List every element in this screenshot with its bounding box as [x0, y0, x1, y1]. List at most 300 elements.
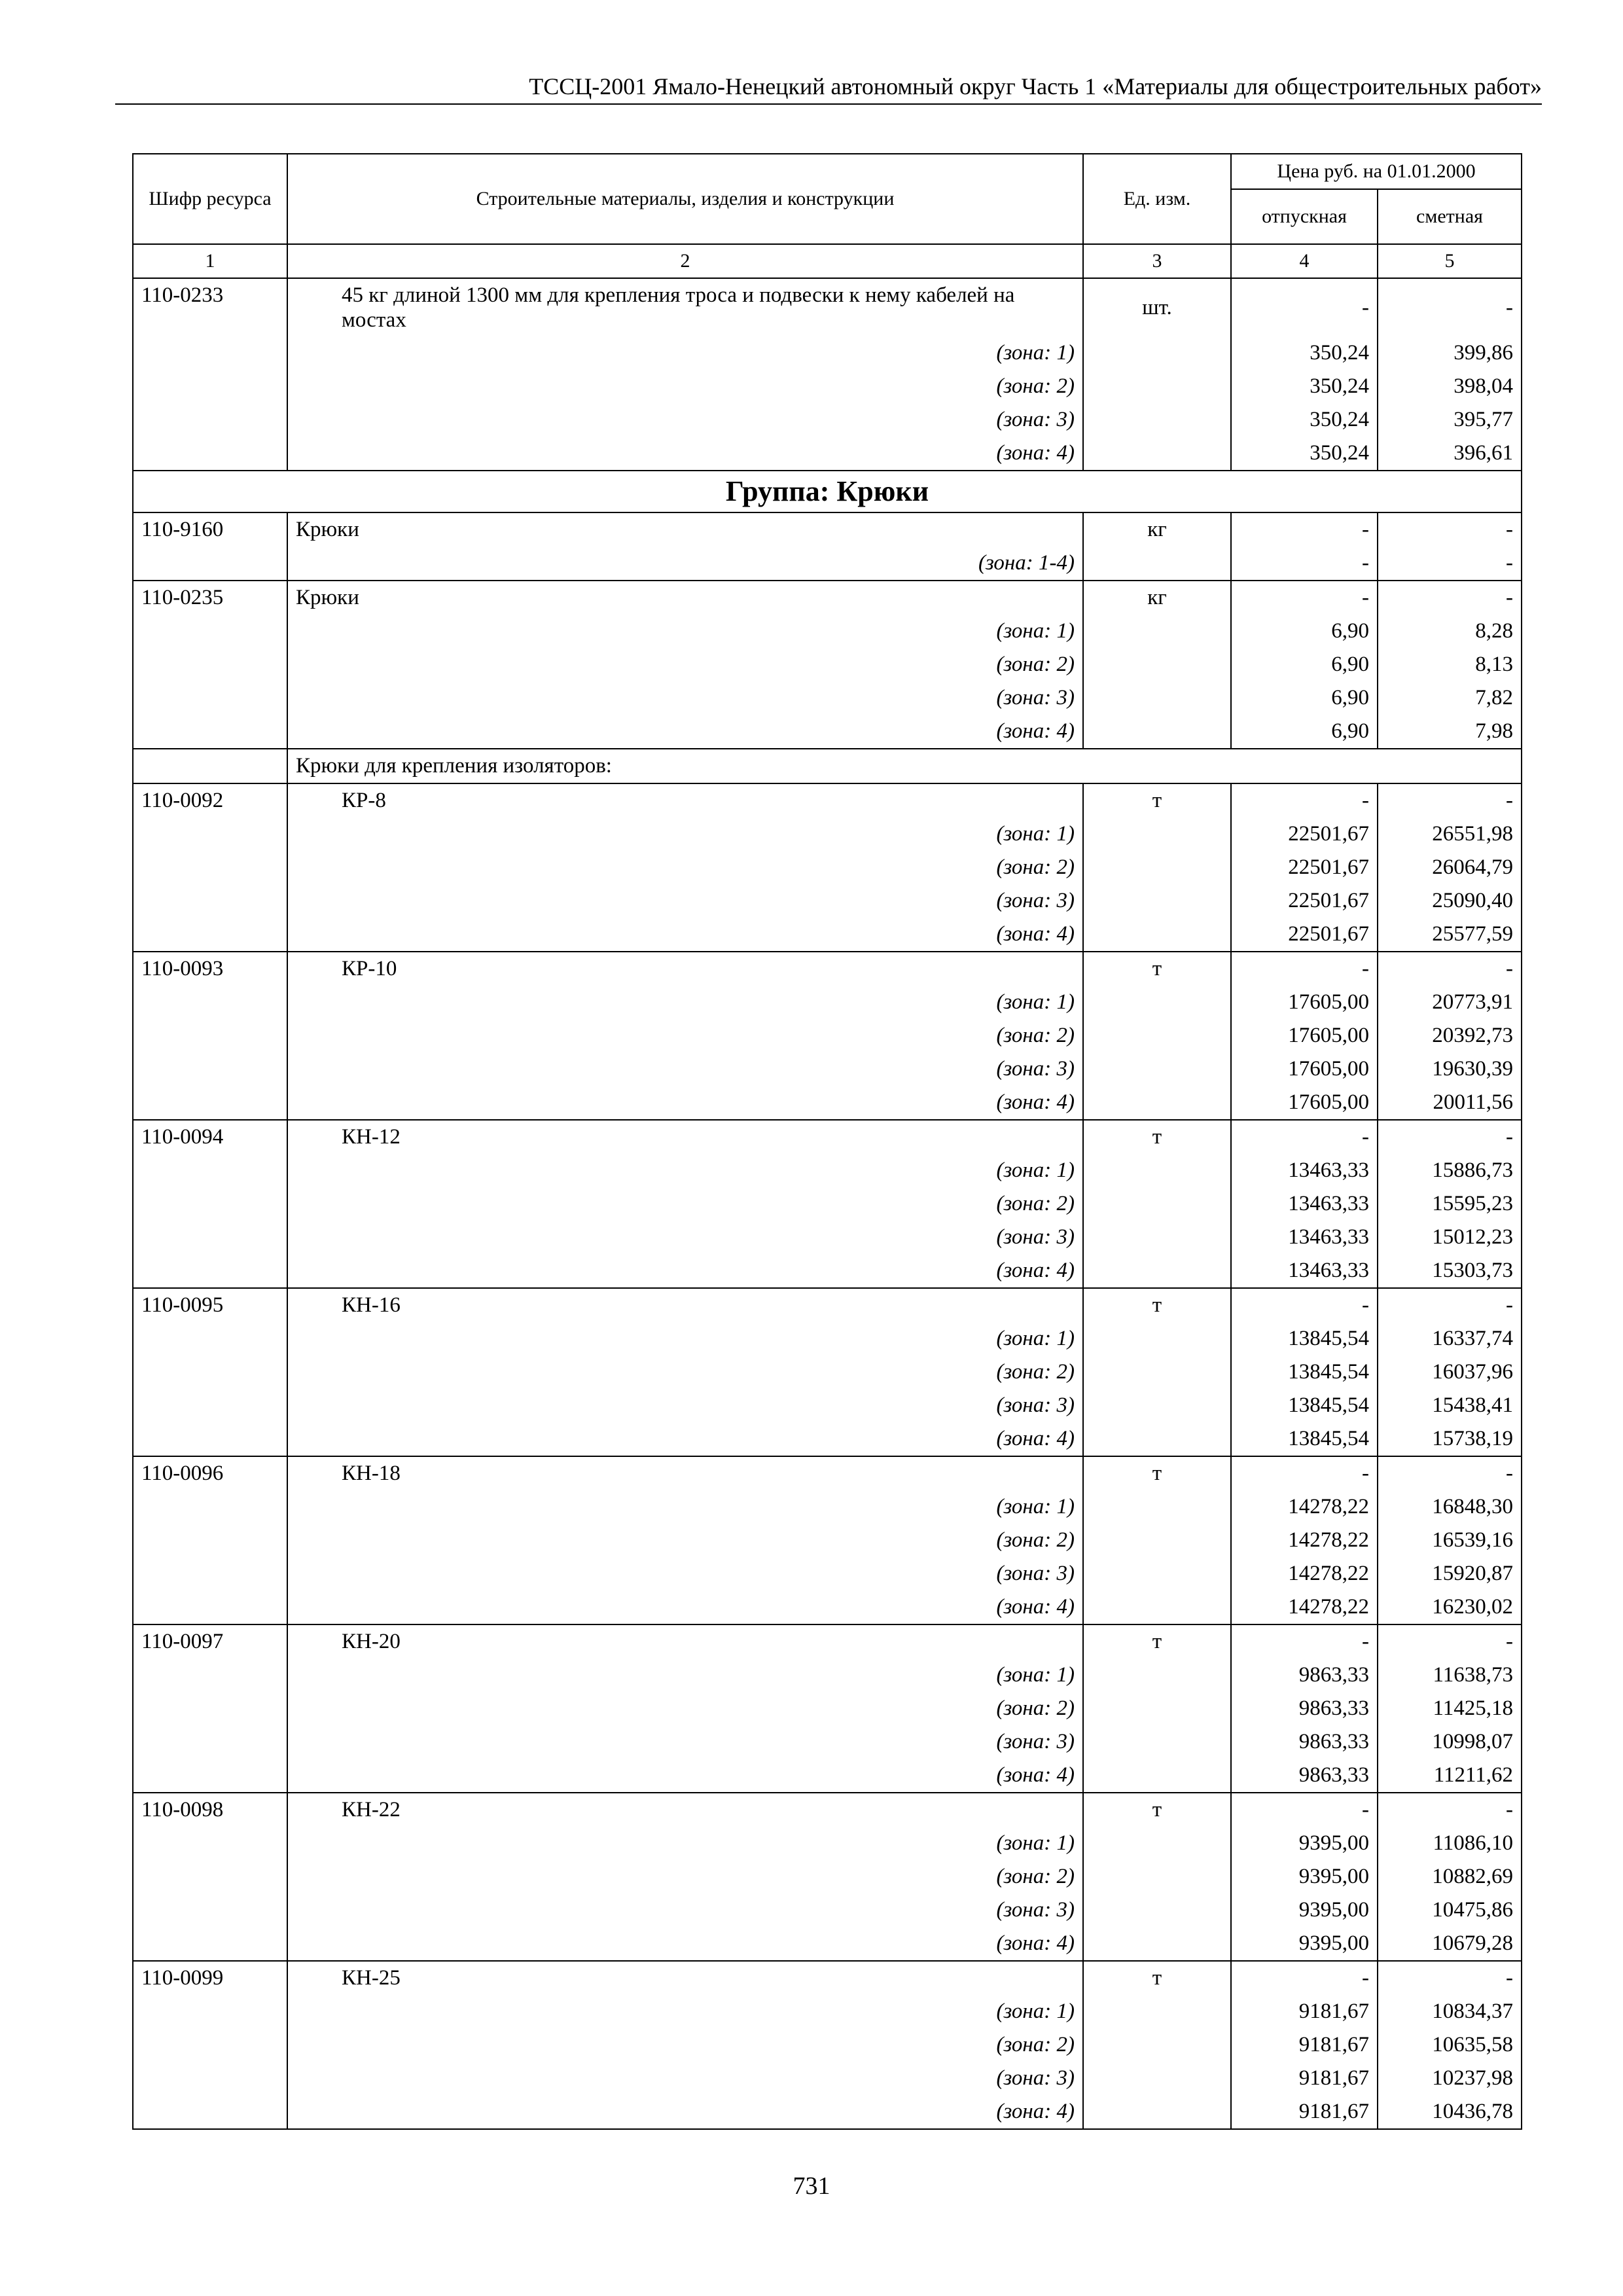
release-price: 14278,22 — [1231, 1524, 1378, 1557]
zone-label: (зона: 1) — [287, 1154, 1083, 1187]
zone-row — [133, 1827, 1522, 1860]
release-price: 14278,22 — [1231, 1490, 1378, 1524]
release-price: 13845,54 — [1231, 1355, 1378, 1389]
resource-code: 110-0094 — [133, 1120, 287, 1154]
zone-row — [133, 370, 1522, 403]
unit-cell — [1083, 1221, 1231, 1254]
resource-code-cell — [133, 715, 287, 749]
resource-code-cell — [133, 1019, 287, 1052]
release-price: 22501,67 — [1231, 851, 1378, 884]
estimate-price: 11211,62 — [1378, 1759, 1522, 1793]
unit-cell — [1083, 884, 1231, 918]
unit-of-measure: шт. — [1083, 278, 1231, 336]
table-row — [133, 783, 1522, 817]
zone-label: (зона: 4) — [287, 2095, 1083, 2129]
zone-label: (зона: 3) — [287, 1557, 1083, 1590]
release-price: 17605,00 — [1231, 1086, 1378, 1120]
resource-code-cell — [133, 918, 287, 952]
unit-of-measure: т — [1083, 783, 1231, 817]
release-price: - — [1231, 1120, 1378, 1154]
column-number: 1 — [133, 244, 287, 278]
release-price: 13845,54 — [1231, 1389, 1378, 1422]
zone-label: (зона: 1) — [287, 986, 1083, 1019]
zone-label: (зона: 3) — [287, 1389, 1083, 1422]
zone-label: (зона: 2) — [287, 1019, 1083, 1052]
estimate-price: - — [1378, 1793, 1522, 1827]
release-price: 350,24 — [1231, 336, 1378, 370]
zone-label: (зона: 2) — [287, 1187, 1083, 1221]
release-price: 17605,00 — [1231, 986, 1378, 1019]
estimate-price: 16230,02 — [1378, 1590, 1522, 1624]
release-price: 9395,00 — [1231, 1860, 1378, 1893]
material-name: КР-10 — [287, 952, 1083, 986]
resource-code-cell — [133, 1154, 287, 1187]
resource-code-cell — [133, 2062, 287, 2095]
unit-of-measure: т — [1083, 1961, 1231, 1995]
estimate-price: 10834,37 — [1378, 1995, 1522, 2028]
material-name: Крюки — [287, 512, 1083, 547]
zone-label: (зона: 3) — [287, 403, 1083, 437]
zone-row — [133, 2028, 1522, 2062]
zone-row — [133, 437, 1522, 471]
unit-of-measure: т — [1083, 1793, 1231, 1827]
resource-code-cell — [133, 1557, 287, 1590]
unit-cell — [1083, 1659, 1231, 1692]
zone-row — [133, 1557, 1522, 1590]
unit-cell — [1083, 2028, 1231, 2062]
resource-code-cell — [133, 884, 287, 918]
zone-row — [133, 681, 1522, 715]
estimate-price: 11086,10 — [1378, 1827, 1522, 1860]
unit-cell — [1083, 1927, 1231, 1961]
column-number: 2 — [287, 244, 1083, 278]
release-price: 13845,54 — [1231, 1422, 1378, 1456]
release-price: - — [1231, 1793, 1378, 1827]
unit-of-measure: т — [1083, 1456, 1231, 1490]
zone-label: (зона: 1) — [287, 615, 1083, 648]
material-name: КН-18 — [287, 1456, 1083, 1490]
unit-cell — [1083, 1422, 1231, 1456]
estimate-price: 399,86 — [1378, 336, 1522, 370]
estimate-price: 16539,16 — [1378, 1524, 1522, 1557]
table-row — [133, 1288, 1522, 1322]
column-header-estimate: сметная — [1378, 189, 1522, 244]
estimate-price: 7,82 — [1378, 681, 1522, 715]
unit-cell — [1083, 1389, 1231, 1422]
release-price: 9863,33 — [1231, 1659, 1378, 1692]
estimate-price: 11638,73 — [1378, 1659, 1522, 1692]
unit-cell — [1083, 1860, 1231, 1893]
unit-cell — [1083, 851, 1231, 884]
resource-code-cell — [133, 1827, 287, 1860]
zone-label: (зона: 2) — [287, 1692, 1083, 1725]
unit-cell — [1083, 681, 1231, 715]
material-name: 45 кг длиной 1300 мм для крепления троса и подвески к нему кабелей на мостах — [287, 278, 1083, 336]
resource-code-cell — [133, 2028, 287, 2062]
zone-label: (зона: 3) — [287, 1052, 1083, 1086]
zone-row — [133, 1860, 1522, 1893]
zone-row — [133, 1086, 1522, 1120]
resource-code-cell — [133, 1692, 287, 1725]
unit-cell — [1083, 1322, 1231, 1355]
zone-label: (зона: 4) — [287, 1927, 1083, 1961]
release-price: 9181,67 — [1231, 2062, 1378, 2095]
material-name: КН-16 — [287, 1288, 1083, 1322]
resource-code: 110-0235 — [133, 581, 287, 615]
zone-row — [133, 1019, 1522, 1052]
resource-code-cell — [133, 851, 287, 884]
resource-code-cell — [133, 1893, 287, 1927]
section-row — [133, 749, 1522, 783]
unit-cell — [1083, 1254, 1231, 1288]
estimate-price: 15738,19 — [1378, 1422, 1522, 1456]
resource-code-cell — [133, 648, 287, 681]
material-name: КН-22 — [287, 1793, 1083, 1827]
unit-cell — [1083, 547, 1231, 581]
resource-code-cell — [133, 437, 287, 471]
estimate-price: 10635,58 — [1378, 2028, 1522, 2062]
zone-label: (зона: 2) — [287, 370, 1083, 403]
release-price: 9395,00 — [1231, 1927, 1378, 1961]
zone-label: (зона: 4) — [287, 1759, 1083, 1793]
section-title: Крюки для крепления изоляторов: — [287, 749, 1522, 783]
zone-row — [133, 1590, 1522, 1624]
release-price: 13845,54 — [1231, 1322, 1378, 1355]
release-price: 13463,33 — [1231, 1254, 1378, 1288]
zone-row — [133, 2095, 1522, 2129]
release-price: 13463,33 — [1231, 1221, 1378, 1254]
unit-cell — [1083, 817, 1231, 851]
estimate-price: 15920,87 — [1378, 1557, 1522, 1590]
resource-code: 110-0098 — [133, 1793, 287, 1827]
zone-row — [133, 1995, 1522, 2028]
resource-code-cell — [133, 681, 287, 715]
zone-row — [133, 1759, 1522, 1793]
unit-cell — [1083, 1490, 1231, 1524]
zone-row — [133, 1659, 1522, 1692]
resource-code: 110-0099 — [133, 1961, 287, 1995]
price-table — [132, 153, 1522, 2130]
zone-label: (зона: 3) — [287, 2062, 1083, 2095]
unit-cell — [1083, 1893, 1231, 1927]
release-price: 9395,00 — [1231, 1893, 1378, 1927]
unit-of-measure: кг — [1083, 581, 1231, 615]
estimate-price: 16848,30 — [1378, 1490, 1522, 1524]
unit-cell — [1083, 1557, 1231, 1590]
zone-row — [133, 1254, 1522, 1288]
release-price: 350,24 — [1231, 370, 1378, 403]
resource-code-cell — [133, 1422, 287, 1456]
estimate-price: - — [1378, 783, 1522, 817]
zone-row — [133, 851, 1522, 884]
release-price: 22501,67 — [1231, 884, 1378, 918]
estimate-price: 15886,73 — [1378, 1154, 1522, 1187]
zone-row — [133, 1490, 1522, 1524]
zone-label: (зона: 1) — [287, 1659, 1083, 1692]
estimate-price: 15595,23 — [1378, 1187, 1522, 1221]
table-row — [133, 1456, 1522, 1490]
zone-row — [133, 615, 1522, 648]
table-row — [133, 1961, 1522, 1995]
estimate-price: - — [1378, 581, 1522, 615]
column-header-code: Шифр ресурса — [133, 154, 287, 244]
unit-cell — [1083, 918, 1231, 952]
zone-row — [133, 1725, 1522, 1759]
resource-code: 110-0095 — [133, 1288, 287, 1322]
material-name: КН-20 — [287, 1624, 1083, 1659]
release-price: - — [1231, 783, 1378, 817]
release-price: 17605,00 — [1231, 1019, 1378, 1052]
estimate-price: 26064,79 — [1378, 851, 1522, 884]
material-name: Крюки — [287, 581, 1083, 615]
estimate-price: - — [1378, 1624, 1522, 1659]
zone-row — [133, 1355, 1522, 1389]
release-price: - — [1231, 581, 1378, 615]
estimate-price: 16037,96 — [1378, 1355, 1522, 1389]
zone-label: (зона: 4) — [287, 918, 1083, 952]
release-price: 14278,22 — [1231, 1590, 1378, 1624]
estimate-price: 395,77 — [1378, 403, 1522, 437]
resource-code-cell — [133, 1490, 287, 1524]
unit-cell — [1083, 403, 1231, 437]
table-row — [133, 512, 1522, 547]
column-header-price-group: Цена руб. на 01.01.2000 — [1231, 154, 1522, 189]
zone-label: (зона: 2) — [287, 1860, 1083, 1893]
unit-of-measure: т — [1083, 952, 1231, 986]
resource-code-cell — [133, 1086, 287, 1120]
release-price: - — [1231, 1288, 1378, 1322]
group-title: Группа: Крюки — [133, 471, 1522, 512]
release-price: - — [1231, 1624, 1378, 1659]
release-price: 9181,67 — [1231, 2095, 1378, 2129]
unit-cell — [1083, 1086, 1231, 1120]
unit-of-measure: кг — [1083, 512, 1231, 547]
estimate-price: 26551,98 — [1378, 817, 1522, 851]
zone-row — [133, 1154, 1522, 1187]
release-price: 14278,22 — [1231, 1557, 1378, 1590]
estimate-price: 10436,78 — [1378, 2095, 1522, 2129]
estimate-price: - — [1378, 1120, 1522, 1154]
release-price: 22501,67 — [1231, 918, 1378, 952]
resource-code-cell — [133, 1659, 287, 1692]
release-price: - — [1231, 1456, 1378, 1490]
resource-code-cell — [133, 1995, 287, 2028]
column-header-unit: Ед. изм. — [1083, 154, 1231, 244]
zone-label: (зона: 1) — [287, 1322, 1083, 1355]
zone-row — [133, 1389, 1522, 1422]
zone-row — [133, 986, 1522, 1019]
release-price: - — [1231, 547, 1378, 581]
estimate-price: 10998,07 — [1378, 1725, 1522, 1759]
zone-row — [133, 1893, 1522, 1927]
zone-label: (зона: 2) — [287, 851, 1083, 884]
unit-cell — [1083, 1052, 1231, 1086]
estimate-price: - — [1378, 1456, 1522, 1490]
zone-label: (зона: 4) — [287, 1590, 1083, 1624]
table-body — [133, 278, 1522, 2129]
estimate-price: 25090,40 — [1378, 884, 1522, 918]
release-price: 9863,33 — [1231, 1692, 1378, 1725]
resource-code-cell — [133, 403, 287, 437]
zone-label: (зона: 1-4) — [287, 547, 1083, 581]
estimate-price: 19630,39 — [1378, 1052, 1522, 1086]
release-price: 13463,33 — [1231, 1154, 1378, 1187]
estimate-price: - — [1378, 952, 1522, 986]
estimate-price: 8,28 — [1378, 615, 1522, 648]
estimate-price: - — [1378, 1288, 1522, 1322]
table-row — [133, 278, 1522, 336]
material-name: КР-8 — [287, 783, 1083, 817]
unit-of-measure: т — [1083, 1288, 1231, 1322]
resource-code-cell — [133, 986, 287, 1019]
unit-cell — [1083, 1995, 1231, 2028]
zone-row — [133, 817, 1522, 851]
resource-code-cell — [133, 1355, 287, 1389]
page-number: 731 — [793, 2172, 830, 2200]
estimate-price: 10679,28 — [1378, 1927, 1522, 1961]
estimate-price: 396,61 — [1378, 437, 1522, 471]
unit-cell — [1083, 986, 1231, 1019]
table-row — [133, 1793, 1522, 1827]
estimate-price: 25577,59 — [1378, 918, 1522, 952]
table-row — [133, 581, 1522, 615]
column-number: 4 — [1231, 244, 1378, 278]
unit-cell — [1083, 648, 1231, 681]
resource-code-cell — [133, 370, 287, 403]
zone-row — [133, 918, 1522, 952]
release-price: 9395,00 — [1231, 1827, 1378, 1860]
resource-code-cell — [133, 1860, 287, 1893]
unit-cell — [1083, 437, 1231, 471]
unit-cell — [1083, 715, 1231, 749]
table-row — [133, 1624, 1522, 1659]
estimate-price: 16337,74 — [1378, 1322, 1522, 1355]
zone-label: (зона: 1) — [287, 1995, 1083, 2028]
zone-row — [133, 1187, 1522, 1221]
release-price: 13463,33 — [1231, 1187, 1378, 1221]
release-price: 17605,00 — [1231, 1052, 1378, 1086]
resource-code: 110-9160 — [133, 512, 287, 547]
zone-row — [133, 336, 1522, 370]
unit-cell — [1083, 1725, 1231, 1759]
estimate-price: 15012,23 — [1378, 1221, 1522, 1254]
resource-code-cell — [133, 1590, 287, 1624]
zone-label: (зона: 2) — [287, 2028, 1083, 2062]
unit-cell — [1083, 1692, 1231, 1725]
estimate-price: 20011,56 — [1378, 1086, 1522, 1120]
estimate-price: 398,04 — [1378, 370, 1522, 403]
release-price: 6,90 — [1231, 648, 1378, 681]
group-row — [133, 471, 1522, 512]
unit-cell — [1083, 1759, 1231, 1793]
resource-code: 110-0233 — [133, 278, 287, 336]
column-header-release: отпускная — [1231, 189, 1378, 244]
estimate-price: 15303,73 — [1378, 1254, 1522, 1288]
estimate-price: 20773,91 — [1378, 986, 1522, 1019]
resource-code-cell — [133, 1254, 287, 1288]
release-price: 350,24 — [1231, 403, 1378, 437]
zone-label: (зона: 3) — [287, 1725, 1083, 1759]
unit-cell — [1083, 1827, 1231, 1860]
zone-row — [133, 1422, 1522, 1456]
estimate-price: 7,98 — [1378, 715, 1522, 749]
header-rule — [115, 103, 1542, 105]
estimate-price: 8,13 — [1378, 648, 1522, 681]
release-price: 22501,67 — [1231, 817, 1378, 851]
zone-label: (зона: 3) — [287, 681, 1083, 715]
release-price: 350,24 — [1231, 437, 1378, 471]
unit-of-measure: т — [1083, 1624, 1231, 1659]
release-price: 9181,67 — [1231, 2028, 1378, 2062]
release-price: - — [1231, 278, 1378, 336]
zone-label: (зона: 1) — [287, 1490, 1083, 1524]
resource-code-cell — [133, 1524, 287, 1557]
resource-code-cell — [133, 1759, 287, 1793]
zone-row — [133, 403, 1522, 437]
zone-row — [133, 1322, 1522, 1355]
unit-cell — [1083, 1187, 1231, 1221]
resource-code-cell — [133, 2095, 287, 2129]
release-price: - — [1231, 952, 1378, 986]
release-price: - — [1231, 1961, 1378, 1995]
resource-code: 110-0093 — [133, 952, 287, 986]
zone-row — [133, 547, 1522, 581]
resource-code-cell — [133, 547, 287, 581]
unit-cell — [1083, 2062, 1231, 2095]
zone-row — [133, 1524, 1522, 1557]
column-number: 5 — [1378, 244, 1522, 278]
table-row — [133, 952, 1522, 986]
unit-cell — [1083, 1524, 1231, 1557]
estimate-price: 10237,98 — [1378, 2062, 1522, 2095]
zone-label: (зона: 4) — [287, 715, 1083, 749]
estimate-price: - — [1378, 1961, 1522, 1995]
estimate-price: 10882,69 — [1378, 1860, 1522, 1893]
estimate-price: 10475,86 — [1378, 1893, 1522, 1927]
estimate-price: - — [1378, 278, 1522, 336]
zone-label: (зона: 2) — [287, 648, 1083, 681]
zone-row — [133, 648, 1522, 681]
running-header: ТССЦ-2001 Ямало-Ненецкий автономный округ Часть 1 «Материалы для общестроительных работ» — [529, 73, 1542, 99]
unit-cell — [1083, 1154, 1231, 1187]
resource-code-cell — [133, 1725, 287, 1759]
release-price: 6,90 — [1231, 615, 1378, 648]
release-price: 9863,33 — [1231, 1725, 1378, 1759]
estimate-price: 15438,41 — [1378, 1389, 1522, 1422]
resource-code-cell — [133, 615, 287, 648]
zone-label: (зона: 2) — [287, 1355, 1083, 1389]
zone-label: (зона: 4) — [287, 1086, 1083, 1120]
zone-row — [133, 1927, 1522, 1961]
unit-cell — [1083, 336, 1231, 370]
release-price: 6,90 — [1231, 681, 1378, 715]
zone-label: (зона: 2) — [287, 1524, 1083, 1557]
resource-code: 110-0097 — [133, 1624, 287, 1659]
resource-code-cell — [133, 1322, 287, 1355]
zone-label: (зона: 4) — [287, 437, 1083, 471]
estimate-price: - — [1378, 547, 1522, 581]
unit-of-measure: т — [1083, 1120, 1231, 1154]
zone-label: (зона: 4) — [287, 1254, 1083, 1288]
zone-label: (зона: 1) — [287, 336, 1083, 370]
estimate-price: - — [1378, 512, 1522, 547]
zone-label: (зона: 3) — [287, 1221, 1083, 1254]
unit-cell — [1083, 2095, 1231, 2129]
resource-code-cell — [133, 1187, 287, 1221]
zone-label: (зона: 4) — [287, 1422, 1083, 1456]
zone-row — [133, 884, 1522, 918]
column-number: 3 — [1083, 244, 1231, 278]
